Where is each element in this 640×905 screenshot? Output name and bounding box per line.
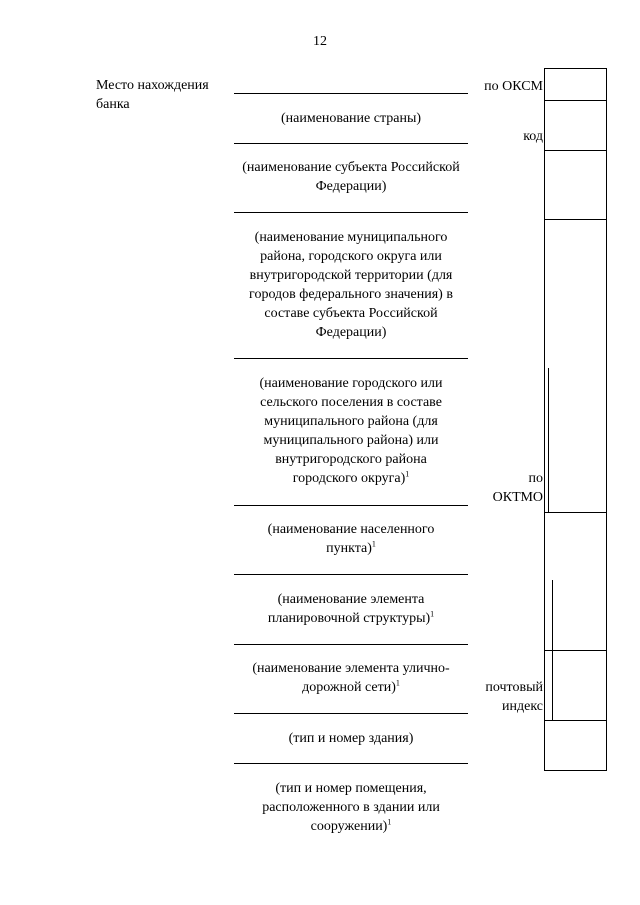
- country-input-line[interactable]: [234, 93, 468, 94]
- caption-text: дорожной сети): [302, 680, 396, 695]
- caption-country: [234, 109, 468, 128]
- caption-building: [234, 729, 468, 748]
- caption-line: [234, 817, 468, 836]
- caption-line: (наименование населенного: [267, 522, 435, 537]
- planning-structure-input-line[interactable]: [234, 574, 468, 575]
- footnote-mark: 1: [395, 678, 400, 688]
- footnote-mark: 1: [405, 469, 410, 479]
- caption-municipal-district: [234, 228, 468, 342]
- caption-line: внутригородского района: [275, 452, 427, 467]
- premises-input-line[interactable]: [234, 763, 468, 764]
- postal-label-line2: индекс: [502, 699, 543, 714]
- okcm-box-divider: [544, 100, 607, 101]
- caption-line: (наименование городского или: [259, 376, 443, 391]
- postal-box-divider: [544, 650, 607, 651]
- caption-line: расположенного в здании или: [262, 800, 440, 815]
- code-box-divider: [544, 150, 607, 151]
- caption-line: (тип и номер помещения,: [275, 781, 427, 796]
- okcm-label: по ОКСМ: [484, 79, 543, 94]
- caption-line: внутригородской территории (для: [249, 268, 453, 283]
- page-number: 12: [313, 34, 327, 49]
- caption-line: городов федерального значения) в: [249, 287, 453, 302]
- caption-line: (наименование элемента: [277, 592, 425, 607]
- caption-line: [234, 539, 468, 558]
- postal-label-line1: почтовый: [485, 680, 543, 695]
- caption-line: [234, 469, 468, 488]
- location-label-line1: Место нахождения: [96, 78, 209, 93]
- oktmo-label: [493, 469, 543, 507]
- caption-line: [234, 609, 468, 628]
- caption-street-network: [234, 659, 468, 697]
- caption-text: планировочной структуры): [267, 611, 431, 626]
- caption-line: составе субъекта Российской: [264, 306, 438, 321]
- caption-line: муниципального района (для: [264, 414, 438, 429]
- caption-locality: [234, 520, 468, 558]
- caption-line: (тип и номер здания): [288, 731, 414, 746]
- code-boxes-column: [544, 68, 607, 771]
- caption-text: пункта): [326, 541, 372, 556]
- caption-line: (наименование страны): [280, 111, 422, 126]
- caption-line: (наименование муниципального: [254, 230, 448, 245]
- caption-line: (наименование элемента улично-: [252, 661, 450, 676]
- subject-input-line[interactable]: [234, 143, 468, 144]
- postal-box-divider: [544, 720, 607, 721]
- caption-line: (наименование субъекта Российской: [242, 160, 460, 175]
- municipal-district-input-line[interactable]: [234, 212, 468, 213]
- caption-line: Федерации): [315, 325, 387, 340]
- caption-line: муниципального района) или: [263, 433, 439, 448]
- caption-text: городского округа): [292, 471, 406, 486]
- oktmo-box-divider: [544, 512, 607, 513]
- oktmo-label-line2: ОКТМО: [492, 490, 543, 505]
- settlement-input-line[interactable]: [234, 358, 468, 359]
- caption-line: Федерации): [315, 179, 387, 194]
- oktmo-box-inner-border: [548, 368, 549, 512]
- street-network-input-line[interactable]: [234, 644, 468, 645]
- caption-line: [234, 678, 468, 697]
- location-label: [96, 76, 209, 114]
- code-box-divider: [544, 219, 607, 220]
- building-input-line[interactable]: [234, 713, 468, 714]
- caption-line: сельского поселения в составе: [260, 395, 442, 410]
- code-label: код: [523, 129, 543, 144]
- footnote-mark: 1: [371, 539, 376, 549]
- caption-settlement: [234, 374, 468, 488]
- oktmo-label-line1: по: [528, 471, 543, 486]
- caption-text: сооружении): [310, 819, 388, 834]
- postal-box-inner-border: [552, 580, 553, 720]
- caption-line: района, городского округа или: [260, 249, 442, 264]
- footnote-mark: 1: [430, 609, 435, 619]
- footnote-mark: 1: [387, 817, 392, 827]
- caption-planning-structure: [234, 590, 468, 628]
- caption-subject: [234, 158, 468, 196]
- postal-index-label: [485, 678, 543, 716]
- location-label-line2: банка: [96, 97, 130, 112]
- locality-input-line[interactable]: [234, 505, 468, 506]
- caption-premises: [234, 779, 468, 836]
